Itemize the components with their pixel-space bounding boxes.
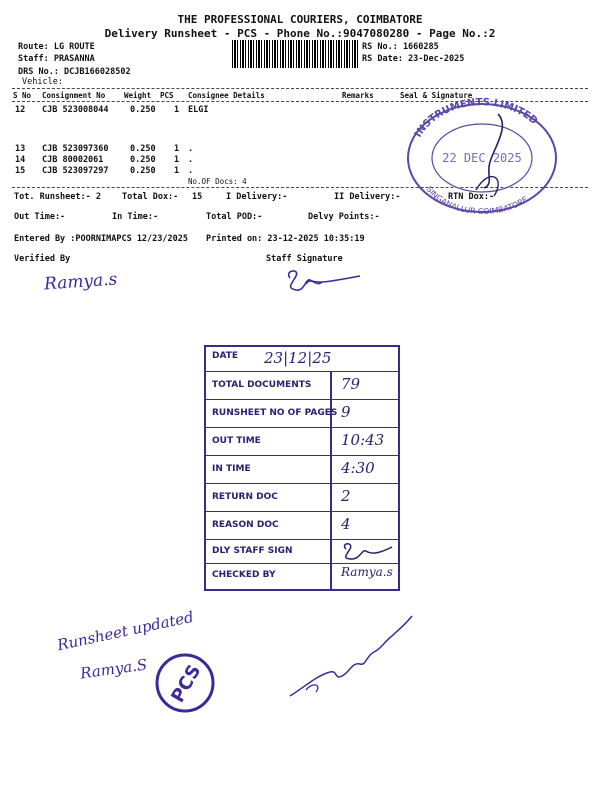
- col-remarks: Remarks: [342, 91, 374, 100]
- vehicle: Vehicle:: [22, 77, 63, 87]
- stamp-staff-sign-scribble: [340, 541, 394, 563]
- staff: Staff: PRASANNA: [18, 54, 95, 64]
- note-signature: Ramya.S: [79, 655, 149, 683]
- stamp-value-reason-doc: 4: [341, 515, 351, 533]
- col-seal: Seal & Signature: [400, 91, 473, 100]
- no-of-docs: No.OF Docs: 4: [188, 177, 247, 186]
- verified-by-label: Verified By: [14, 254, 71, 264]
- row-13-pcs: 1: [174, 144, 180, 154]
- row-15-wt: 0.250: [130, 166, 156, 176]
- entered-by: Entered By :POORNIMAPCS 12/23/2025: [14, 234, 188, 244]
- row-13-sno: 13: [15, 144, 26, 154]
- stamp-label-total-documents: TOTAL DOCUMENTS: [212, 380, 312, 390]
- out-time: Out Time:-: [14, 212, 66, 222]
- company-title: THE PROFESSIONAL COURIERS, COIMBATORE: [177, 13, 423, 26]
- stamp-label-return-doc: RETURN DOC: [212, 492, 278, 502]
- delvy-points: Delvy Points:-: [308, 212, 380, 222]
- pcs-stamp: [154, 652, 216, 714]
- stamp-value-return-doc: 2: [341, 487, 351, 505]
- row-14-cons: .: [188, 155, 194, 165]
- row-14-wt: 0.250: [130, 155, 156, 165]
- stamp-date-value: 23|12|25: [264, 349, 332, 367]
- pcs-stamp-text: PCS: [167, 661, 206, 707]
- col-consignment: Consignment No: [42, 91, 106, 100]
- row-12-wt: 0.250: [130, 105, 156, 115]
- stamp-label-reason-doc: REASON DOC: [212, 520, 279, 530]
- stamp-value-in-time: 4:30: [341, 459, 375, 477]
- row-14-sno: 14: [15, 155, 26, 165]
- seal-ring-bottom: SINGANALLUR COIMBATORE: [424, 184, 530, 214]
- printed-on: Printed on: 23-12-2025 10:35:19: [206, 234, 365, 244]
- seal-date: 22 DEC 2025: [442, 151, 522, 165]
- checklist-stamp: [204, 345, 400, 591]
- stamp-value-checked-by: Ramya.s: [341, 565, 393, 579]
- stamp-value-total-documents: 79: [341, 375, 361, 393]
- note-runsheet-updated: Runsheet updated: [55, 607, 196, 655]
- rtn-dox: RTN Dox:-: [448, 192, 495, 202]
- company-seal: [398, 96, 560, 214]
- row-14-cn: CJB 80002061: [42, 155, 104, 165]
- col-consignee: Consignee Details: [188, 91, 265, 100]
- col-weight: Weight: [124, 91, 152, 100]
- row-15-cons: .: [188, 166, 194, 176]
- row-12-cons: ELGI: [188, 105, 209, 115]
- row-13-cn: CJB 523097360: [42, 144, 109, 154]
- stamp-date-label: DATE: [212, 351, 239, 361]
- tot-runsheet: Tot. Runsheet:- 2: [14, 192, 101, 202]
- row-13-cons: .: [188, 144, 194, 154]
- row-15-pcs: 1: [174, 166, 180, 176]
- barcode: [232, 40, 360, 68]
- i-delivery: I Delivery:-: [226, 192, 288, 202]
- row-15-sno: 15: [15, 166, 26, 176]
- row-12-sno: 12: [15, 105, 26, 115]
- col-pcs: PCS: [160, 91, 174, 100]
- total-dox-value: 15: [192, 192, 203, 202]
- rs-date: RS Date: 23-Dec-2025: [362, 54, 465, 64]
- drs-number: DRS No.: DCJB166028502: [18, 67, 131, 77]
- row-14-pcs: 1: [174, 155, 180, 165]
- staff-signature-label: Staff Signature: [266, 254, 343, 264]
- row-15-cn: CJB 523097297: [42, 166, 109, 176]
- verified-signature: Ramya.s: [43, 269, 118, 295]
- stamp-label-pages: RUNSHEET NO OF PAGES: [212, 408, 338, 418]
- svg-text:INSTRUMENTS LIMITED: [413, 97, 540, 139]
- ii-delivery: II Delivery:-: [334, 192, 401, 202]
- row-13-wt: 0.250: [130, 144, 156, 154]
- in-time: In Time:-: [112, 212, 159, 222]
- row-12-pcs: 1: [174, 105, 180, 115]
- rs-number: RS No.: 1660285: [362, 42, 439, 52]
- seal-ring-text: INSTRUMENTS LIMITED: [412, 97, 540, 140]
- col-sno: S No: [13, 91, 32, 100]
- bottom-signature-scribble: [286, 606, 416, 702]
- runsheet-subtitle: Delivery Runsheet - PCS - Phone No.:9047080280 - Page No.:2: [104, 27, 496, 40]
- total-dox: Total Dox:-: [122, 192, 179, 202]
- stamp-value-out-time: 10:43: [341, 431, 385, 449]
- stamp-value-pages: 9: [341, 403, 351, 421]
- row-12-cn: CJB 523008044: [42, 105, 109, 115]
- staff-signature-scribble: [282, 266, 362, 296]
- stamp-label-checked-by: CHECKED BY: [212, 570, 276, 580]
- stamp-label-out-time: OUT TIME: [212, 436, 261, 446]
- stamp-label-staff-sign: DLY STAFF SIGN: [212, 546, 293, 556]
- total-pod: Total POD:-: [206, 212, 263, 222]
- route: Route: LG ROUTE: [18, 42, 95, 52]
- stamp-label-in-time: IN TIME: [212, 464, 251, 474]
